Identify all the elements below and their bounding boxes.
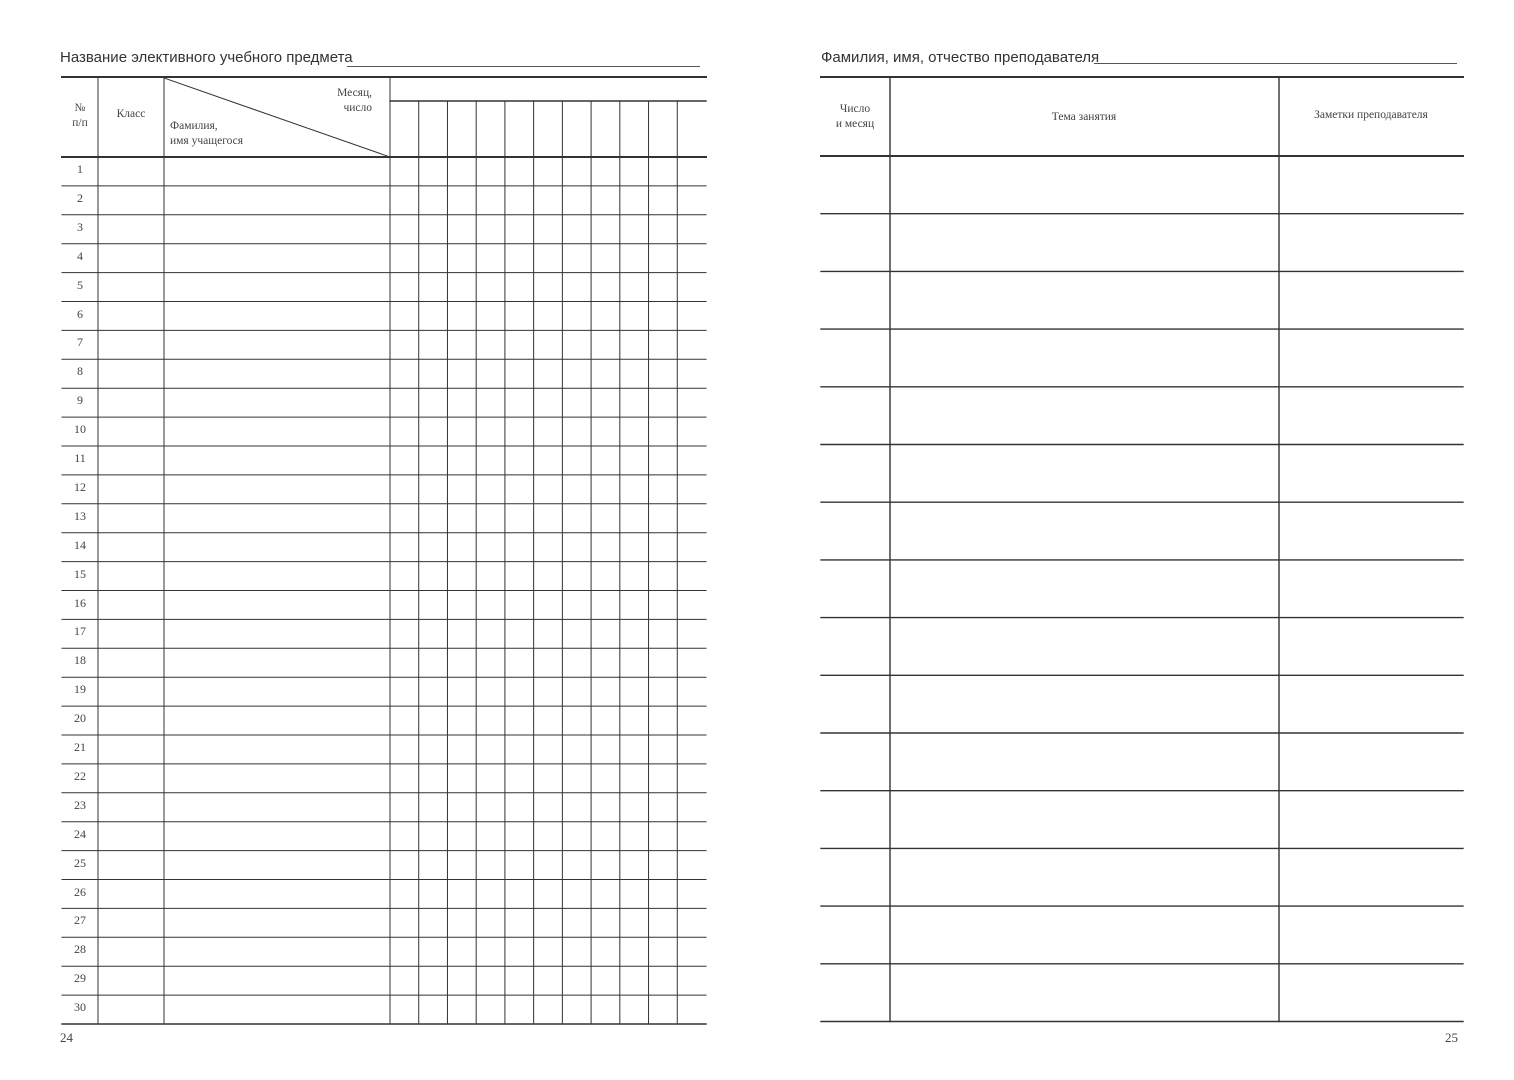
row-number: 15 bbox=[74, 566, 86, 581]
row-number: 2 bbox=[77, 190, 83, 205]
row-number: 1 bbox=[77, 162, 83, 176]
row-number: 18 bbox=[74, 653, 86, 668]
row-number: 17 bbox=[74, 624, 86, 639]
teacher-name-heading: Фамилия, имя, отчество преподавателя bbox=[821, 49, 1100, 66]
row-number: 24 bbox=[74, 826, 86, 841]
row-number: 5 bbox=[77, 277, 83, 292]
header-lesson-topic: Тема занятия bbox=[1051, 111, 1117, 123]
row-number: 16 bbox=[74, 595, 86, 610]
row-number: 21 bbox=[74, 740, 86, 754]
row-number: 14 bbox=[74, 537, 86, 552]
header-student-name: Фамилия, имя учащегося bbox=[170, 120, 244, 147]
subject-name-heading: Название элективного учебного предмета bbox=[60, 49, 353, 66]
row-number: 25 bbox=[74, 855, 86, 870]
header-class: Класс bbox=[116, 108, 146, 120]
header-teacher-notes: Заметки преподавателя bbox=[1314, 109, 1428, 121]
row-number: 11 bbox=[74, 451, 86, 465]
header-date-month: Число и месяц bbox=[835, 103, 875, 130]
row-number: 10 bbox=[74, 422, 86, 437]
row-number: 27 bbox=[74, 913, 86, 928]
row-number: 12 bbox=[74, 479, 86, 494]
row-number: 29 bbox=[74, 971, 86, 986]
row-number: 4 bbox=[77, 248, 83, 263]
row-number: 8 bbox=[77, 364, 83, 379]
row-number: 30 bbox=[74, 1000, 86, 1015]
row-number: 13 bbox=[74, 508, 86, 523]
row-number: 20 bbox=[74, 711, 86, 726]
page-number-left: 24 bbox=[60, 1030, 73, 1045]
row-number: 19 bbox=[74, 682, 86, 697]
header-month-date: Месяц, число bbox=[337, 87, 372, 114]
row-number: 22 bbox=[74, 768, 86, 783]
row-number: 26 bbox=[74, 884, 86, 899]
row-number: 28 bbox=[74, 942, 86, 957]
right-page bbox=[757, 0, 1514, 1080]
row-number: 3 bbox=[77, 219, 83, 234]
header-number: № п/п bbox=[72, 102, 88, 129]
row-number: 9 bbox=[77, 393, 83, 408]
row-number: 7 bbox=[77, 335, 83, 350]
row-number: 6 bbox=[77, 306, 83, 321]
row-number: 23 bbox=[74, 797, 86, 812]
lessons-table-grid bbox=[757, 0, 1514, 1080]
page-number-right: 25 bbox=[1445, 1030, 1458, 1045]
